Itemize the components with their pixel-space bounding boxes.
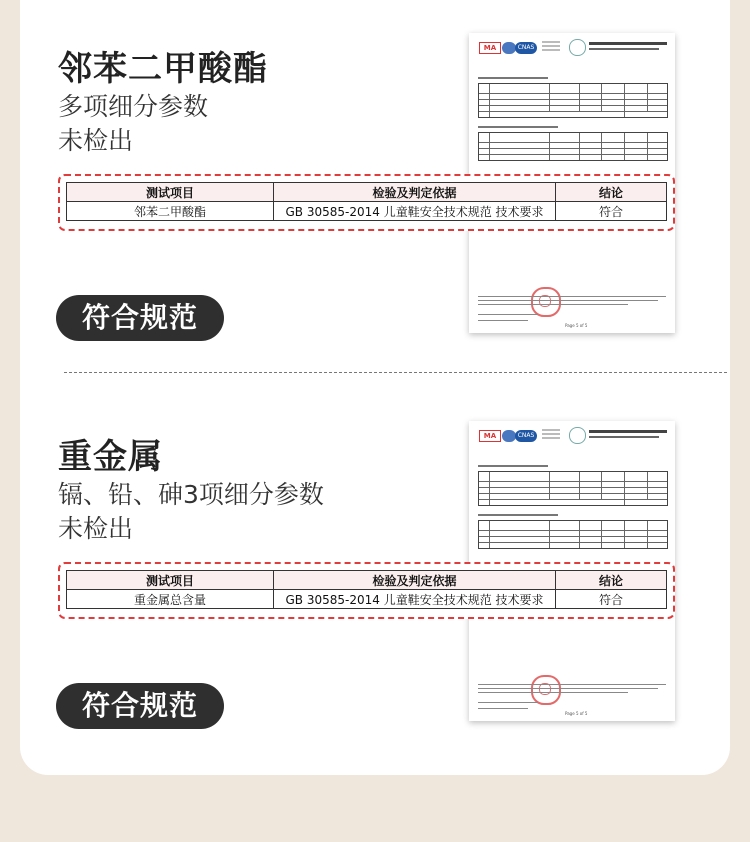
cell-test-item: 邻苯二甲酸酯	[67, 202, 274, 221]
red-stamp-icon	[531, 287, 561, 317]
section-desc-line1: 镉、铅、砷3项细分参数	[58, 480, 324, 509]
header-conclusion: 结论	[556, 571, 667, 590]
heavy-metal-section	[20, 388, 730, 768]
company-seal-icon	[569, 39, 586, 56]
content-card	[20, 0, 730, 775]
section-title: 重金属	[58, 437, 163, 477]
section-desc-line1: 多项细分参数	[58, 92, 209, 121]
ma-logo: MA	[479, 430, 501, 442]
ilac-logo	[502, 42, 516, 54]
page-number: Page 5 of 5	[565, 711, 588, 716]
section-desc-line2: 未检出	[58, 126, 134, 155]
result-table-frame	[58, 174, 675, 231]
header-test-item: 测试项目	[67, 183, 274, 202]
table-row	[67, 202, 667, 221]
result-table	[66, 570, 667, 609]
header-basis: 检验及判定依据	[274, 571, 556, 590]
cnas-logo: CNAS	[515, 42, 537, 54]
cell-basis: GB 30585-2014 儿童鞋安全技术规范 技术要求	[274, 590, 556, 609]
table-row	[67, 590, 667, 609]
ma-logo: MA	[479, 42, 501, 54]
section-desc-line2: 未检出	[58, 514, 134, 543]
testing-logo	[542, 429, 560, 443]
cell-basis: GB 30585-2014 儿童鞋安全技术规范 技术要求	[274, 202, 556, 221]
table-header-row	[67, 571, 667, 590]
phthalate-section	[20, 0, 730, 380]
compliance-badge: 符合规范	[56, 295, 224, 341]
red-stamp-icon	[531, 675, 561, 705]
testing-logo	[542, 41, 560, 55]
result-table-frame	[58, 562, 675, 619]
page-number: Page 5 of 5	[565, 323, 588, 328]
section-title: 邻苯二甲酸酯	[58, 49, 268, 89]
compliance-badge: 符合规范	[56, 683, 224, 729]
table-header-row	[67, 183, 667, 202]
ilac-logo	[502, 430, 516, 442]
header-conclusion: 结论	[556, 183, 667, 202]
header-test-item: 测试项目	[67, 571, 274, 590]
cnas-logo: CNAS	[515, 430, 537, 442]
company-seal-icon	[569, 427, 586, 444]
cell-conclusion: 符合	[556, 590, 667, 609]
cell-test-item: 重金属总含量	[67, 590, 274, 609]
header-basis: 检验及判定依据	[274, 183, 556, 202]
result-table	[66, 182, 667, 221]
cell-conclusion: 符合	[556, 202, 667, 221]
section-divider	[64, 372, 727, 373]
